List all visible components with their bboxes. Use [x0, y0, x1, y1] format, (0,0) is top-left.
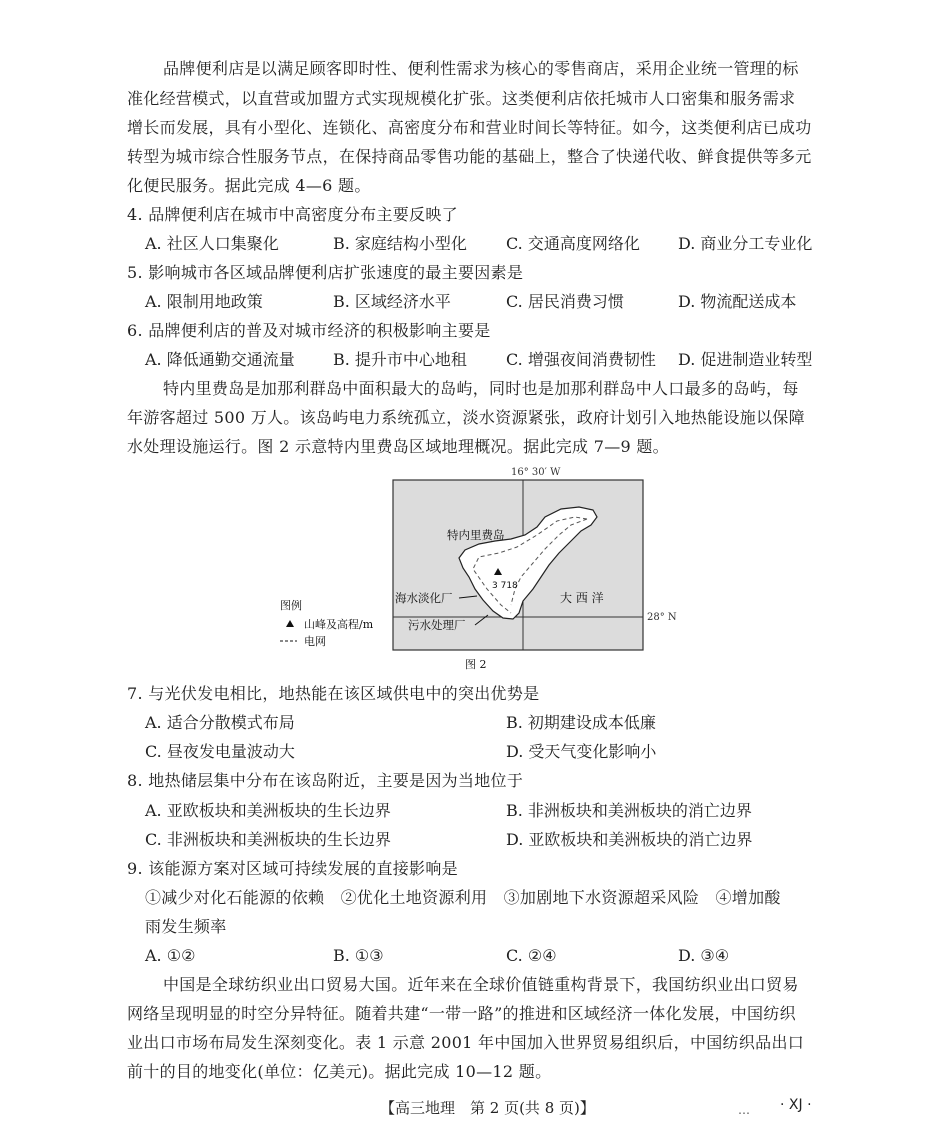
- passage1-line-4: 转型为城市综合性服务节点，在保持商品零售功能的基础上，整合了快递代收、鲜食提供等多元: [127, 147, 812, 166]
- passage3-line-3: 业出口市场布局发生深刻变化。表 1 示意 2001 年中国加入世界贸易组织后，中国纺织品出口: [127, 1033, 805, 1052]
- q8-option-b: B. 非洲板块和美洲板块的消亡边界: [506, 801, 752, 820]
- q8-option-d: D. 亚欧板块和美洲板块的消亡边界: [506, 830, 753, 849]
- q4-option-d: D. 商业分工专业化: [678, 234, 813, 253]
- q5-option-b: B. 区域经济水平: [333, 292, 451, 311]
- passage2-line-1: 特内里费岛是加那利群岛中面积最大的岛屿，同时也是加那利群岛中人口最多的岛屿，每: [163, 379, 799, 398]
- q9-option-d: D. ③④: [678, 946, 730, 965]
- q6-option-a: A. 降低通勤交通流量: [145, 350, 295, 369]
- legend-peak-label: 山峰及高程/m: [304, 618, 374, 631]
- legend-peak-icon: [286, 620, 294, 627]
- q5-option-d: D. 物流配送成本: [678, 292, 797, 311]
- legend-grid-label: 电网: [304, 635, 326, 648]
- q8-option-a: A. 亚欧板块和美洲板块的生长边界: [145, 801, 391, 820]
- q7-option-d: D. 受天气变化影响小: [506, 742, 657, 761]
- q7-option-c: C. 昼夜发电量波动大: [145, 742, 295, 761]
- passage2-line-2: 年游客超过 500 万人。该岛屿电力系统孤立，淡水资源紧张，政府计划引入地热能设施以保障: [127, 408, 805, 427]
- q9-items-line-2: 雨发生频率: [145, 917, 227, 936]
- q4-option-a: A. 社区人口集聚化: [145, 234, 279, 253]
- q4-stem: 4. 品牌便利店在城市中高密度分布主要反映了: [127, 205, 458, 224]
- q5-option-c: C. 居民消费习惯: [506, 292, 624, 311]
- passage3-line-1: 中国是全球纺织业出口贸易大国。近年来在全球价值链重构背景下，我国纺织业出口贸易: [163, 975, 799, 994]
- q9-option-c: C. ②④: [506, 946, 557, 965]
- ocean-label: 大 西 洋: [560, 591, 604, 605]
- figure-2: [275, 465, 695, 680]
- sewage-plant-label: 污水处理厂: [408, 618, 466, 632]
- passage3-line-4: 前十的目的地变化(单位：亿美元)。据此完成 10—12 题。: [127, 1062, 552, 1081]
- passage1-line-1: 品牌便利店是以满足顾客即时性、便利性需求为核心的零售商店，采用企业统一管理的标: [163, 59, 799, 78]
- q9-option-a: A. ①②: [145, 946, 196, 965]
- peak-elevation: 3 718: [492, 581, 518, 591]
- q6-option-c: C. 增强夜间消费韧性: [506, 350, 656, 369]
- figure-2-map: [275, 465, 695, 680]
- figure-caption: 图 2: [465, 658, 487, 671]
- page-footer: [0, 1095, 950, 1125]
- lat-label: 28° N: [647, 612, 677, 623]
- passage3-line-2: 网络呈现明显的时空分异特征。随着共建“一带一路”的推进和区域经济一体化发展，中国纺织: [127, 1004, 796, 1023]
- footer-page-info: 【高三地理 第 2 页(共 8 页)】: [380, 1099, 595, 1117]
- q9-option-b: B. ①③: [333, 946, 384, 965]
- q6-option-d: D. 促进制造业转型: [678, 350, 813, 369]
- desalination-plant-label: 海水淡化厂: [395, 591, 453, 605]
- passage1-line-2: 准化经营模式，以直营或加盟方式实现规模化扩张。这类便利店依托城市人口密集和服务需求: [127, 89, 796, 108]
- passage1-line-3: 增长而发展，具有小型化、连锁化、高密度分布和营业时间长等特征。如今，这类便利店已成功: [127, 118, 812, 137]
- q5-stem: 5. 影响城市各区域品牌便利店扩张速度的最主要因素是: [127, 263, 524, 282]
- q7-option-a: A. 适合分散模式布局: [145, 713, 295, 732]
- q5-option-a: A. 限制用地政策: [145, 292, 263, 311]
- q6-stem: 6. 品牌便利店的普及对城市经济的积极影响主要是: [127, 321, 491, 340]
- q9-stem: 9. 该能源方案对区域可持续发展的直接影响是: [127, 859, 458, 878]
- lon-label: 16° 30′ W: [511, 467, 561, 478]
- q7-option-b: B. 初期建设成本低廉: [506, 713, 656, 732]
- island-label: 特内里费岛: [447, 528, 505, 542]
- q6-option-b: B. 提升市中心地租: [333, 350, 467, 369]
- footer-mark: …: [738, 1103, 750, 1117]
- q8-stem: 8. 地热储层集中分布在该岛附近，主要是因为当地位于: [127, 771, 524, 790]
- footer-code: · XJ ·: [780, 1097, 812, 1113]
- legend-title: 图例: [280, 599, 302, 612]
- q8-option-c: C. 非洲板块和美洲板块的生长边界: [145, 830, 391, 849]
- q4-option-c: C. 交通高度网络化: [506, 234, 640, 253]
- passage1-line-5: 化便民服务。据此完成 4—6 题。: [127, 176, 371, 195]
- q4-option-b: B. 家庭结构小型化: [333, 234, 467, 253]
- q7-stem: 7. 与光伏发电相比，地热能在该区域供电中的突出优势是: [127, 684, 540, 703]
- passage2-line-3: 水处理设施运行。图 2 示意特内里费岛区域地理概况。据此完成 7—9 题。: [127, 437, 669, 456]
- q9-items-line-1: ①减少对化石能源的依赖 ②优化土地资源利用 ③加剧地下水资源超采风险 ④增加酸: [145, 888, 781, 907]
